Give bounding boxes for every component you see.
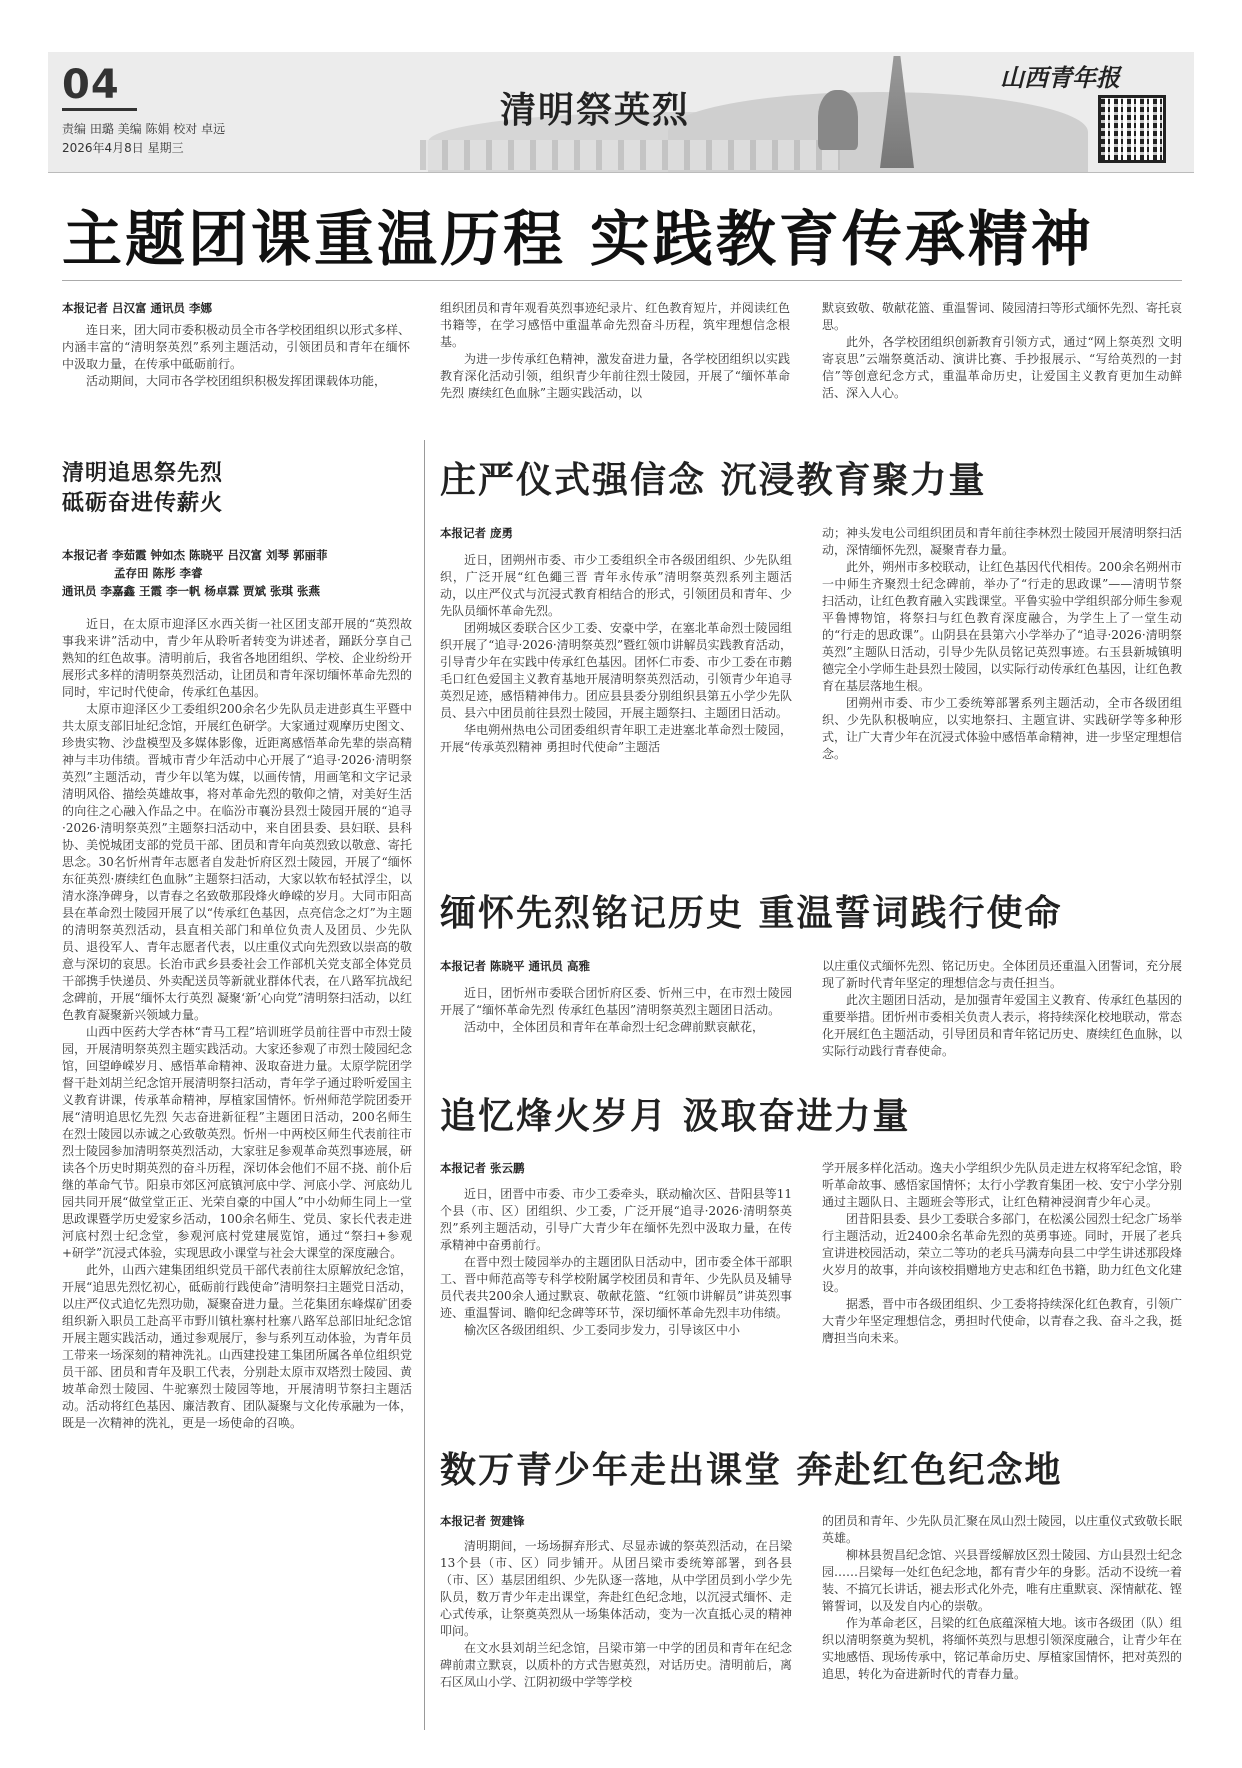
main-headline: 主题团课重温历程 实践教育传承精神 bbox=[62, 205, 1094, 275]
section1-column-a bbox=[440, 552, 792, 756]
paragraph: 动；神头发电公司组织团员和青年前往李林烈士陵园开展清明祭扫活动，深情缅怀先烈，凝聚青春力量。 bbox=[822, 526, 1183, 557]
section2-title: 缅怀先烈铭记历史 重温誓词践行使命 bbox=[440, 892, 1063, 934]
byline-line: 孟存田 陈彤 李睿 bbox=[114, 566, 203, 580]
left-story-body bbox=[62, 616, 412, 1432]
paragraph: 山西中医药大学杏林“青马工程”培训班学员前往晋中市烈士陵园，开展清明祭英烈主题实践活动。大家还参观了市烈士陵园纪念馆，回望峥嵘岁月、感悟革命精神、汲取奋进力量。太原学院团学督干赴刘胡兰纪念馆开展清明祭扫活动，青年学子通过聆听爱国主义教育讲课，传承革命精神，厚植家国情怀。忻州师范学院团委开展“清明追思忆先烈 矢志奋进新征程”主题团日活动，200名师生在烈士陵园以赤诚之心致敬英烈。忻州一中两校区师生代表前往市烈士陵园参加清明祭英烈活动，大家驻足参观革命英烈事迹展，研读各个历史时期英烈的奋斗历程，深切体会他们不屈不挠、前仆后继的革命气节。阳泉市郊区河底镇河底中学、河底小学、河底幼儿园共同开展“做堂堂正正、光荣自豪的中国人”中小幼师生同上一堂思政课暨学历史爱家乡活动，100余名师生、党员、家长代表走进河底村烈士纪念堂，参观河底村党建展览馆，通过“祭扫+参观+研学”沉浸式体验，实现思政小课堂与社会大课堂的深度融合。 bbox=[62, 1025, 412, 1260]
paragraph: 学开展多样化活动。逸夫小学组织少先队员走进左权将军纪念馆，聆听革命故事、感悟家国情怀；太行小学教育集团一校、安宁小学分别通过主题队日、主题班会等形式，让红色精神浸润青少年心灵。 bbox=[822, 1161, 1183, 1209]
paragraph: 作为革命老区，吕梁的红色底蕴深植大地。该市各级团（队）组织以清明祭奠为契机，将缅怀英烈与思想引领深度融合，让青少年在实地感悟、现场传承中，铭记革命历史、厚植家国情怀，把对英烈的追思，转化为奋进新时代的青春力量。 bbox=[822, 1616, 1183, 1681]
paragraph: 此外，山西六建集团组织党员干部代表前往太原解放纪念馆，开展“追思先烈忆初心，砥砺前行践使命”清明祭扫主题党日活动，以庄严仪式追忆先烈功勋，凝聚奋进力量。兰花集团东峰煤矿团委组织新入职员工赴高平市野川镇杜寨村杜寨八路军总部旧址纪念馆开展主题实践活动，通过参观展厅，参与系列互动体验，为青年员工带来一场深刻的精神洗礼。山西建投建工集团所属各单位组织党员干部、团员和青年及职工代表，分别赴太原市双塔烈士陵园、黄坡革命烈士陵园、牛驼寨烈士陵园等地，开展清明节祭扫主题活动。活动将红色基因、廉洁教育、团队凝聚与文化传承融为一体，既是一次精神的洗礼，更是一场使命的召唤。 bbox=[62, 1263, 412, 1430]
page-number-underline bbox=[62, 108, 137, 111]
section2-byline: 本报记者 陈晓平 通讯员 高雅 bbox=[440, 959, 591, 973]
left-title-line: 砥砺奋进传薪火 bbox=[62, 490, 224, 516]
paragraph: 团朔城区委联合区少工委、安豪中学，在塞北革命烈士陵园组织开展了“追寻·2026·清明祭英烈”暨红领巾讲解员实践教育活动，引导青少年在实践中传承红色基因。团怀仁市委、市少工委在市鹅毛口红色爱国主义教育基地开展清明祭英烈活动，引领青少年追寻英烈足迹，感悟精神伟力。团应县县委分别组织县第五小学少先队员、县六中团员前往县烈士陵园，开展主题祭扫、主题团日活动。 bbox=[440, 621, 792, 720]
paragraph: 组织团员和青年观看英烈事迹纪录片、红色教育短片，并阅读红色书籍等，在学习感悟中重温革命先烈奋斗历程，筑牢理想信念根基。 bbox=[440, 301, 790, 349]
paragraph: 此次主题团日活动，是加强青年爱国主义教育、传承红色基因的重要举措。团忻州市委相关负责人表示，将持续深化校地联动，常态化开展红色主题活动，引导团员和青年铭记历史、赓续红色血脉，以实际行动践行青春使命。 bbox=[822, 993, 1183, 1058]
column-divider bbox=[424, 440, 425, 1730]
section1-title: 庄严仪式强信念 沉浸教育聚力量 bbox=[440, 459, 987, 501]
paragraph: 太原市迎泽区少工委组织200余名少先队员走进彭真生平暨中共太原支部旧址纪念馆，开展红色研学。大家通过观摩历史图文、珍贵实物、沙盘模型及多媒体影像，近距离感悟革命先辈的崇高精神与丰功伟绩。晋城市青少年活动中心开展了“追寻·2026·清明祭英烈”主题活动，青少年以笔为媒，以画传情，用画笔和文字记录清明风俗、描绘英雄故事，将对革命先烈的敬仰之情，对美好生活的向往之心融入作品之中。在临汾市襄汾县烈士陵园开展的“追寻·2026·清明祭英烈”主题祭扫活动中，来自团县委、县妇联、县科协、美悦城团支部的党员干部、团员和青年向英烈致以敬意、寄托思念。30名忻州青年志愿者自发赴忻府区烈士陵园，开展了“缅怀东征英烈·赓续红色血脉”主题祭扫活动，大家以软布轻拭浮尘，以清水涤净碑身，以青春之名致敬那段烽火峥嵘的岁月。大同市阳高县在革命烈士陵园开展了以“传承红色基因，点亮信念之灯”为主题的清明祭英烈活动，县直相关部门和单位负责人及团员、少先队员、退役军人、青年志愿者代表，以庄重仪式向先烈致以崇高的敬意与深切的哀思。长治市武乡县委社会工作部机关党支部全体党员干部携手快递员、外卖配送员等新就业群体代表，在八路军抗战纪念碑前，开展“缅怀太行英烈 凝聚‘新’心向党”清明祭扫活动，以红色教育凝聚新兴领域力量。 bbox=[62, 702, 412, 1022]
main-column-1 bbox=[62, 322, 410, 390]
paragraph: 近日，团忻州市委联合团忻府区委、忻州三中，在市烈士陵园开展了“缅怀革命先烈 传承红色基因”清明祭英烈主题团日活动。 bbox=[440, 986, 792, 1017]
left-byline bbox=[62, 546, 412, 600]
section-title: 清明祭英烈 bbox=[500, 89, 691, 131]
section4-byline: 本报记者 贺建锋 bbox=[440, 1514, 525, 1528]
main-column-2 bbox=[440, 300, 790, 402]
paragraph: 华电朔州热电公司团委组织青年职工走进塞北革命烈士陵园，开展“传承英烈精神 勇担时代使命”主题活 bbox=[440, 723, 792, 754]
byline-line: 本报记者 李茹霞 钟如杰 陈晓平 吕汉富 刘琴 郭丽菲 bbox=[62, 548, 328, 562]
section1-column-b bbox=[822, 525, 1182, 763]
paragraph: 柳林县贺昌纪念馆、兴县晋绥解放区烈士陵园、方山县烈士纪念园……吕梁每一处红色纪念地，都有青少年的身影。活动不设统一着装、不搞冗长讲话，褪去形式化外壳，唯有庄重默哀、深情献花、铿锵誓词，以及发自内心的崇敬。 bbox=[822, 1548, 1183, 1613]
editors-line: 责编 田璐 美编 陈娟 校对 卓远 bbox=[62, 122, 226, 136]
paragraph: 近日，团朔州市委、市少工委组织全市各级团组织、少先队组织，广泛开展“红色繩三晋 青年永传承”清明祭英烈系列主题活动，以庄严仪式与沉浸式教育相结合的形式，引领团员和青年、少先队员缅怀革命先烈。 bbox=[440, 553, 792, 618]
paragraph: 团昔阳县委、县少工委联合多部门，在松溪公园烈士纪念广场举行主题活动，近2400余名革命先烈的英勇事迹。同时，开展了老兵宣讲进校园活动，荣立二等功的老兵马满寿向县二中学生讲述那段烽火岁月的故事，并向该校捐赠地方史志和红色书籍，助力红色文化建设。 bbox=[822, 1212, 1183, 1294]
paragraph: 连日来，团大同市委积极动员全市各学校团组织以形式多样、内涵丰富的“清明祭英烈”系列主题活动，引领团员和青年在缅怀中汲取力量，在传承中砥砺前行。 bbox=[62, 323, 411, 371]
section4-title: 数万青少年走出课堂 奔赴红色纪念地 bbox=[440, 1449, 1063, 1491]
section2-column-b bbox=[822, 958, 1182, 1060]
section3-title: 追忆烽火岁月 汲取奋进力量 bbox=[440, 1095, 911, 1137]
paragraph: 活动中，全体团员和青年在革命烈士纪念碑前默哀献花， bbox=[464, 1020, 765, 1034]
paragraph: 团朔州市委、市少工委统筹部署系列主题活动，全市各级团组织、少先队积极响应，以实地祭扫、主题宣讲、实践研学等多种形式，让广大青少年在沉浸式体验中感悟革命精神，进一步坚定理想信念。 bbox=[822, 696, 1183, 761]
paragraph: 近日，团晋中市委、市少工委牵头，联动榆次区、昔阳县等11个县（市、区）团组织、少工委，广泛开展“追寻·2026·清明祭英烈”系列主题活动，引导广大青少年在缅怀先烈中汲取力量，在传承精神中奋勇前行。 bbox=[440, 1187, 792, 1252]
paragraph: 据悉，晋中市各级团组织、少工委将持续深化红色教育，引领广大青少年坚定理想信念，勇担时代使命，以青春之我、奋斗之我，挺膺担当向未来。 bbox=[822, 1297, 1183, 1345]
section4-column-a bbox=[440, 1538, 792, 1691]
section3-byline: 本报记者 张云鹏 bbox=[440, 1161, 525, 1175]
flowers-illustration bbox=[420, 140, 840, 170]
paragraph: 清明期间，一场场摒弃形式、尽显赤诚的祭英烈活动，在吕梁13个县（市、区）同步铺开。从团吕梁市委统筹部署，到各县（市、区）基层团组织、少先队逐一落地，从中学团员到小学少先队员，数万青少年走出课堂，奔赴红色纪念地，以沉浸式缅怀、走心式传承，让祭奠英烈从一场集体活动，变为一次直抵心灵的精神叩问。 bbox=[440, 1539, 792, 1638]
paragraph: 在文水县刘胡兰纪念馆，吕梁市第一中学的团员和青年在纪念碑前肃立默哀，以质朴的方式告慰英烈，对话历史。清明前后，离石区凤山小学、江阴初级中学等学校 bbox=[440, 1641, 792, 1689]
section4-column-b bbox=[822, 1513, 1182, 1683]
main-byline: 本报记者 吕汉富 通讯员 李娜 bbox=[62, 301, 213, 315]
paragraph: 以庄重仪式缅怀先烈、铭记历史。全体团员还重温入团誓词，充分展现了新时代青年坚定的理想信念与责任担当。 bbox=[822, 959, 1183, 990]
left-title-line: 清明追思祭先烈 bbox=[62, 460, 224, 486]
newspaper-logo: 山西青年报 bbox=[1000, 63, 1120, 92]
paragraph: 近日，在太原市迎泽区水西关街一社区团支部开展的“英烈故事我来讲”活动中，青少年从聆听者转变为讲述者，踊跃分享自己熟知的红色故事。清明前后，我省各地团组织、学校、企业纷纷开展形式多样的清明祭英烈活动，让团员和青年深切缅怀革命先烈的同时，牢记时代使命，传承红色基因。 bbox=[62, 617, 412, 699]
headline-rule bbox=[62, 280, 1182, 281]
section3-column-b bbox=[822, 1160, 1182, 1347]
section1-byline: 本报记者 庞勇 bbox=[440, 526, 514, 540]
paragraph: 此外，朔州市多校联动，让红色基因代代相传。200余名朔州市一中师生齐聚烈士纪念碑前，举办了“行走的思政课”——清明节祭扫活动，让红色教育融入实践课堂。平鲁实验中学组织部分师生参观平鲁博物馆，将祭扫与红色教育深度融合，为学生上了一堂生动的“行走的思政课”。山阴县在县第六小学举办了“追寻·2026·清明祭英烈”主题队日活动，引导少先队员铭记英烈事迹。右玉县新城镇明德完全小学师生赴县烈士陵园，以实际行动传承红色基因，让红色教育在基层落地生根。 bbox=[822, 560, 1183, 693]
paragraph: 榆次区各级团组织、少工委同步发力，引导该区中小 bbox=[464, 1323, 741, 1337]
paragraph: 活动期间，大同市各学校团组织积极发挥团课载体功能， bbox=[86, 374, 387, 388]
person-illustration bbox=[818, 90, 858, 150]
section2-column-a bbox=[440, 985, 792, 1036]
paragraph: 默哀致敬、敬献花篮、重温誓词、陵园清扫等形式缅怀先烈、寄托哀思。 bbox=[822, 301, 1183, 332]
paragraph: 此外，各学校团组织创新教育引领方式，通过“网上祭英烈 文明寄哀思”云端祭奠活动、演讲比赛、手抄报展示、“写给英烈的一封信”等创意纪念方式，重温革命历史，让爱国主义教育更加生动鲜活、深入人心。 bbox=[822, 335, 1182, 400]
paragraph: 在晋中烈士陵园举办的主题团队日活动中，团市委全体干部职工、晋中师范高等专科学校附属学校团员和青年、少先队员及辅导员代表共200余人通过默哀、敬献花篮、“红领巾讲解员”讲英烈事迹、重温誓词、瞻仰纪念碑等环节，深切缅怀革命先烈丰功伟绩。 bbox=[440, 1255, 792, 1320]
main-column-3 bbox=[822, 300, 1182, 402]
paragraph: 的团员和青年、少先队员汇聚在凤山烈士陵园，以庄重仪式致敬长眠英雄。 bbox=[822, 1514, 1183, 1545]
byline-line: 通讯员 李嘉鑫 王霞 李一帆 杨卓霖 贾斌 张琪 张燕 bbox=[62, 584, 321, 598]
page-number: 04 bbox=[62, 62, 120, 108]
left-story-title bbox=[62, 458, 223, 518]
qr-code-icon[interactable] bbox=[1098, 95, 1166, 163]
paragraph: 为进一步传承红色精神，激发奋进力量，各学校团组织以实践教育深化活动引领，组织青少年前往烈士陵园，开展了“缅怀革命先烈 赓续红色血脉”主题实践活动，以 bbox=[440, 352, 790, 400]
section3-column-a bbox=[440, 1186, 792, 1339]
dateline: 2026年4月8日 星期三 bbox=[62, 141, 184, 155]
